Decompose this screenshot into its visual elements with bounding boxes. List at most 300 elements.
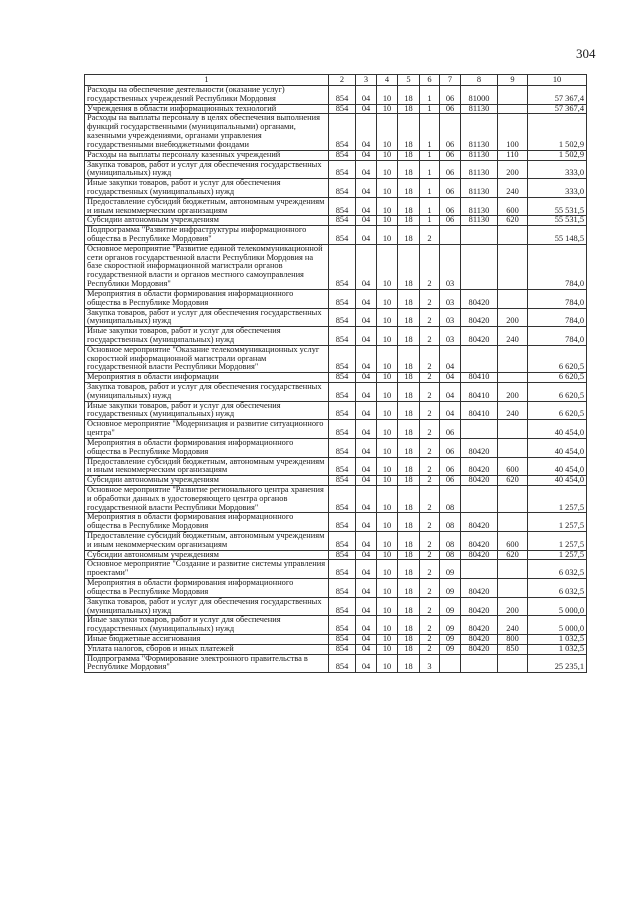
row-expense-type-code	[498, 373, 528, 383]
row-program-code: 18	[398, 654, 420, 673]
row-section-code: 04	[356, 457, 377, 476]
row-subprogram-code: 1	[420, 197, 440, 216]
row-subprogram-code: 1	[420, 179, 440, 198]
row-section-code: 04	[356, 244, 377, 289]
row-direction-code: 81130	[461, 197, 498, 216]
row-description: Иные закупки товаров, работ и услуг для обеспечения государственных (муниципальных) нужд	[85, 179, 329, 198]
row-expense-type-code	[498, 438, 528, 457]
row-section-code: 04	[356, 550, 377, 560]
table-row	[85, 308, 587, 327]
row-subprogram-code: 2	[420, 560, 440, 579]
row-direction-code: 80420	[461, 616, 498, 635]
table-row	[85, 327, 587, 346]
row-direction-code: 80420	[461, 513, 498, 532]
row-event-code: 06	[440, 150, 461, 160]
row-direction-code: 81130	[461, 104, 498, 114]
row-amount: 1 502,9	[528, 150, 587, 160]
row-direction-code	[461, 560, 498, 579]
row-program-code: 18	[398, 616, 420, 635]
row-description: Субсидии автономным учреждениям	[85, 550, 329, 560]
table-row	[85, 383, 587, 402]
row-event-code: 04	[440, 373, 461, 383]
row-description: Подпрограмма "Формирование электронного правительства в Республике Мордовия"	[85, 654, 329, 673]
row-amount: 333,0	[528, 179, 587, 198]
row-subsection-code: 10	[377, 597, 398, 616]
row-description: Мероприятия в области формирования информационного общества в Республике Мордовия	[85, 579, 329, 598]
row-program-code: 18	[398, 644, 420, 654]
row-subsection-code: 10	[377, 457, 398, 476]
row-event-code: 06	[440, 476, 461, 486]
row-subprogram-code: 2	[420, 532, 440, 551]
row-description: Иные закупки товаров, работ и услуг для обеспечения государственных (муниципальных) нужд	[85, 401, 329, 420]
row-amount: 784,0	[528, 327, 587, 346]
row-program-code: 18	[398, 104, 420, 114]
row-program-code: 18	[398, 216, 420, 226]
row-program-code: 18	[398, 150, 420, 160]
row-direction-code: 80420	[461, 579, 498, 598]
row-subprogram-code: 2	[420, 383, 440, 402]
row-ministry-code: 854	[329, 579, 356, 598]
column-header: 7	[440, 75, 461, 86]
row-direction-code	[461, 345, 498, 372]
table-row	[85, 150, 587, 160]
row-section-code: 04	[356, 438, 377, 457]
row-program-code: 18	[398, 597, 420, 616]
table-row	[85, 457, 587, 476]
row-ministry-code: 854	[329, 532, 356, 551]
column-header: 4	[377, 75, 398, 86]
row-direction-code: 80410	[461, 383, 498, 402]
row-program-code: 18	[398, 345, 420, 372]
row-section-code: 04	[356, 114, 377, 150]
row-amount: 1 502,9	[528, 114, 587, 150]
row-ministry-code: 854	[329, 420, 356, 439]
row-program-code: 18	[398, 226, 420, 245]
row-section-code: 04	[356, 373, 377, 383]
row-subsection-code: 10	[377, 179, 398, 198]
row-subprogram-code: 2	[420, 476, 440, 486]
row-event-code: 06	[440, 438, 461, 457]
row-expense-type-code	[498, 226, 528, 245]
row-amount: 6 032,5	[528, 579, 587, 598]
row-direction-code: 80420	[461, 532, 498, 551]
row-description: Расходы на обеспечение деятельности (оказание услуг) государственных учреждений Республики Мордовия	[85, 86, 329, 105]
row-subsection-code: 10	[377, 226, 398, 245]
row-amount: 6 620,5	[528, 383, 587, 402]
row-expense-type-code: 620	[498, 550, 528, 560]
row-subprogram-code: 2	[420, 420, 440, 439]
row-subsection-code: 10	[377, 150, 398, 160]
row-expense-type-code	[498, 345, 528, 372]
row-direction-code: 80410	[461, 373, 498, 383]
table-row	[85, 644, 587, 654]
row-program-code: 18	[398, 308, 420, 327]
row-event-code: 03	[440, 244, 461, 289]
row-subprogram-code: 1	[420, 216, 440, 226]
row-expense-type-code: 200	[498, 597, 528, 616]
row-expense-type-code	[498, 86, 528, 105]
row-subsection-code: 10	[377, 616, 398, 635]
row-description: Расходы на выплаты персоналу казенных учреждений	[85, 150, 329, 160]
row-expense-type-code: 240	[498, 327, 528, 346]
row-description: Иные закупки товаров, работ и услуг для обеспечения государственных (муниципальных) нужд	[85, 616, 329, 635]
row-direction-code	[461, 485, 498, 512]
row-event-code: 08	[440, 532, 461, 551]
row-event-code: 04	[440, 401, 461, 420]
row-description: Учреждения в области информационных технологий	[85, 104, 329, 114]
row-direction-code: 80420	[461, 327, 498, 346]
row-subsection-code: 10	[377, 197, 398, 216]
row-expense-type-code: 620	[498, 216, 528, 226]
row-description: Субсидии автономным учреждениям	[85, 476, 329, 486]
row-subsection-code: 10	[377, 560, 398, 579]
row-event-code: 08	[440, 513, 461, 532]
row-expense-type-code: 600	[498, 457, 528, 476]
row-program-code: 18	[398, 438, 420, 457]
row-subprogram-code: 2	[420, 244, 440, 289]
row-description: Закупка товаров, работ и услуг для обеспечения государственных (муниципальных) нужд	[85, 308, 329, 327]
row-description: Мероприятия в области информации	[85, 373, 329, 383]
row-amount: 25 235,1	[528, 654, 587, 673]
row-section-code: 04	[356, 216, 377, 226]
row-ministry-code: 854	[329, 160, 356, 179]
row-amount: 1 257,5	[528, 532, 587, 551]
row-direction-code: 81130	[461, 216, 498, 226]
row-subprogram-code: 2	[420, 513, 440, 532]
row-description: Основное мероприятие "Оказание телекоммуникационных услуг скоростной информационной магистрали органам государственной власти Республики Мордовия"	[85, 345, 329, 372]
budget-table	[84, 74, 587, 673]
row-description: Закупка товаров, работ и услуг для обеспечения государственных (муниципальных) нужд	[85, 160, 329, 179]
row-subprogram-code: 2	[420, 597, 440, 616]
row-section-code: 04	[356, 485, 377, 512]
row-subsection-code: 10	[377, 114, 398, 150]
row-direction-code	[461, 654, 498, 673]
row-subsection-code: 10	[377, 438, 398, 457]
row-expense-type-code	[498, 579, 528, 598]
row-description: Расходы на выплаты персоналу в целях обеспечения выполнения функций государственными (муниципальными) органами, казенными учреждениями, органами управления государственными внебюджетными фондами	[85, 114, 329, 150]
row-subprogram-code: 2	[420, 327, 440, 346]
row-event-code: 06	[440, 114, 461, 150]
row-event-code: 06	[440, 160, 461, 179]
row-expense-type-code	[498, 244, 528, 289]
row-section-code: 04	[356, 597, 377, 616]
table-row	[85, 401, 587, 420]
row-section-code: 04	[356, 634, 377, 644]
row-amount: 333,0	[528, 160, 587, 179]
table-row	[85, 597, 587, 616]
row-program-code: 18	[398, 383, 420, 402]
row-subsection-code: 10	[377, 644, 398, 654]
row-expense-type-code: 240	[498, 179, 528, 198]
row-direction-code: 81130	[461, 179, 498, 198]
row-subsection-code: 10	[377, 327, 398, 346]
column-header: 2	[329, 75, 356, 86]
row-description: Закупка товаров, работ и услуг для обеспечения государственных (муниципальных) нужд	[85, 383, 329, 402]
row-subprogram-code: 2	[420, 401, 440, 420]
row-amount: 5 000,0	[528, 597, 587, 616]
row-direction-code: 80420	[461, 289, 498, 308]
row-subsection-code: 10	[377, 513, 398, 532]
row-direction-code: 81000	[461, 86, 498, 105]
row-section-code: 04	[356, 104, 377, 114]
row-description: Основное мероприятие "Создание и развитие системы управления проектами"	[85, 560, 329, 579]
row-subsection-code: 10	[377, 308, 398, 327]
row-amount: 6 032,5	[528, 560, 587, 579]
row-ministry-code: 854	[329, 513, 356, 532]
row-program-code: 18	[398, 457, 420, 476]
row-subprogram-code: 2	[420, 308, 440, 327]
row-section-code: 04	[356, 150, 377, 160]
row-amount: 5 000,0	[528, 616, 587, 635]
row-expense-type-code: 240	[498, 401, 528, 420]
row-section-code: 04	[356, 383, 377, 402]
row-event-code: 06	[440, 216, 461, 226]
table-row	[85, 114, 587, 150]
row-section-code: 04	[356, 86, 377, 105]
table-row	[85, 160, 587, 179]
row-subsection-code: 10	[377, 476, 398, 486]
row-event-code	[440, 226, 461, 245]
row-direction-code: 80420	[461, 457, 498, 476]
row-description: Подпрограмма "Развитие инфраструктуры информационного общества в Республике Мордовия"	[85, 226, 329, 245]
table-row	[85, 86, 587, 105]
row-program-code: 18	[398, 244, 420, 289]
row-program-code: 18	[398, 513, 420, 532]
row-subsection-code: 10	[377, 654, 398, 673]
row-ministry-code: 854	[329, 104, 356, 114]
row-amount: 1 257,5	[528, 513, 587, 532]
table-row	[85, 579, 587, 598]
row-program-code: 18	[398, 550, 420, 560]
row-section-code: 04	[356, 401, 377, 420]
row-subsection-code: 10	[377, 579, 398, 598]
row-direction-code: 80420	[461, 644, 498, 654]
row-ministry-code: 854	[329, 308, 356, 327]
row-subprogram-code: 1	[420, 86, 440, 105]
row-program-code: 18	[398, 197, 420, 216]
row-description: Мероприятия в области формирования информационного общества в Республике Мордовия	[85, 289, 329, 308]
row-event-code: 09	[440, 616, 461, 635]
row-expense-type-code: 200	[498, 160, 528, 179]
row-program-code: 18	[398, 373, 420, 383]
row-subsection-code: 10	[377, 86, 398, 105]
row-subprogram-code: 2	[420, 550, 440, 560]
row-ministry-code: 854	[329, 345, 356, 372]
row-expense-type-code: 110	[498, 150, 528, 160]
row-direction-code: 80410	[461, 401, 498, 420]
row-event-code: 06	[440, 197, 461, 216]
row-subsection-code: 10	[377, 373, 398, 383]
row-event-code: 09	[440, 560, 461, 579]
row-expense-type-code	[498, 420, 528, 439]
row-ministry-code: 854	[329, 150, 356, 160]
row-subprogram-code: 2	[420, 644, 440, 654]
row-expense-type-code: 600	[498, 197, 528, 216]
row-program-code: 18	[398, 179, 420, 198]
column-header: 9	[498, 75, 528, 86]
row-expense-type-code: 850	[498, 644, 528, 654]
row-subprogram-code: 1	[420, 104, 440, 114]
row-subsection-code: 10	[377, 345, 398, 372]
row-program-code: 18	[398, 160, 420, 179]
row-expense-type-code: 620	[498, 476, 528, 486]
row-subprogram-code: 1	[420, 114, 440, 150]
row-subprogram-code: 2	[420, 485, 440, 512]
row-expense-type-code: 800	[498, 634, 528, 644]
row-expense-type-code	[498, 513, 528, 532]
row-description: Субсидии автономным учреждениям	[85, 216, 329, 226]
row-description: Закупка товаров, работ и услуг для обеспечения государственных (муниципальных) нужд	[85, 597, 329, 616]
row-expense-type-code: 600	[498, 532, 528, 551]
column-header: 5	[398, 75, 420, 86]
row-program-code: 18	[398, 327, 420, 346]
row-description: Предоставление субсидий бюджетным, автономным учреждениям и иным некоммерческим организациям	[85, 532, 329, 551]
table-row	[85, 485, 587, 512]
row-amount: 40 454,0	[528, 476, 587, 486]
row-section-code: 04	[356, 179, 377, 198]
table-row	[85, 654, 587, 673]
row-subsection-code: 10	[377, 634, 398, 644]
row-amount: 6 620,5	[528, 401, 587, 420]
row-ministry-code: 854	[329, 597, 356, 616]
row-amount: 55 531,5	[528, 197, 587, 216]
row-event-code: 06	[440, 457, 461, 476]
row-description: Мероприятия в области формирования информационного общества в Республике Мордовия	[85, 438, 329, 457]
row-ministry-code: 854	[329, 485, 356, 512]
row-expense-type-code	[498, 104, 528, 114]
row-section-code: 04	[356, 476, 377, 486]
row-subsection-code: 10	[377, 216, 398, 226]
row-subsection-code: 10	[377, 550, 398, 560]
row-program-code: 18	[398, 289, 420, 308]
row-amount: 1 257,5	[528, 485, 587, 512]
row-program-code: 18	[398, 560, 420, 579]
page-number: 304	[576, 46, 596, 61]
row-subprogram-code: 1	[420, 150, 440, 160]
column-header: 1	[85, 75, 329, 86]
row-ministry-code: 854	[329, 327, 356, 346]
row-event-code: 03	[440, 327, 461, 346]
row-program-code: 18	[398, 420, 420, 439]
row-expense-type-code: 100	[498, 114, 528, 150]
row-amount: 784,0	[528, 289, 587, 308]
row-subprogram-code: 2	[420, 345, 440, 372]
row-subsection-code: 10	[377, 104, 398, 114]
row-event-code: 06	[440, 86, 461, 105]
row-event-code: 04	[440, 345, 461, 372]
row-subsection-code: 10	[377, 485, 398, 512]
table-row	[85, 226, 587, 245]
row-ministry-code: 854	[329, 644, 356, 654]
row-expense-type-code	[498, 560, 528, 579]
row-expense-type-code: 240	[498, 616, 528, 635]
row-subprogram-code: 2	[420, 373, 440, 383]
row-ministry-code: 854	[329, 457, 356, 476]
table-row	[85, 244, 587, 289]
row-description: Предоставление субсидий бюджетным, автономным учреждениям и иным некоммерческим организациям	[85, 457, 329, 476]
row-description: Основное мероприятие "Развитие единой телекоммуникационной сети органов государственной власти Республики Мордовия на базе скоростной информационной магистрали органов государственной власти и органов местного самоуправления Республики Мордовия"	[85, 244, 329, 289]
row-subprogram-code: 2	[420, 634, 440, 644]
row-section-code: 04	[356, 197, 377, 216]
row-event-code: 08	[440, 550, 461, 560]
table-row	[85, 289, 587, 308]
row-event-code	[440, 654, 461, 673]
row-ministry-code: 854	[329, 560, 356, 579]
row-direction-code: 80420	[461, 634, 498, 644]
row-direction-code: 81130	[461, 160, 498, 179]
row-event-code: 09	[440, 579, 461, 598]
table-row	[85, 420, 587, 439]
row-amount: 784,0	[528, 244, 587, 289]
table-body	[85, 86, 587, 673]
row-ministry-code: 854	[329, 114, 356, 150]
row-subprogram-code: 2	[420, 616, 440, 635]
row-event-code: 09	[440, 634, 461, 644]
row-direction-code: 81130	[461, 114, 498, 150]
row-event-code: 09	[440, 644, 461, 654]
table-row	[85, 345, 587, 372]
row-direction-code: 80420	[461, 438, 498, 457]
row-subprogram-code: 2	[420, 226, 440, 245]
row-event-code: 03	[440, 289, 461, 308]
row-ministry-code: 854	[329, 634, 356, 644]
row-expense-type-code	[498, 289, 528, 308]
row-description: Иные бюджетные ассигнования	[85, 634, 329, 644]
row-section-code: 04	[356, 513, 377, 532]
row-direction-code	[461, 226, 498, 245]
row-subsection-code: 10	[377, 532, 398, 551]
row-amount: 1 032,5	[528, 634, 587, 644]
row-ministry-code: 854	[329, 373, 356, 383]
row-program-code: 18	[398, 579, 420, 598]
row-amount: 6 620,5	[528, 345, 587, 372]
row-section-code: 04	[356, 644, 377, 654]
row-ministry-code: 854	[329, 216, 356, 226]
table-row	[85, 179, 587, 198]
row-subsection-code: 10	[377, 160, 398, 179]
row-ministry-code: 854	[329, 179, 356, 198]
row-amount: 55 148,5	[528, 226, 587, 245]
row-amount: 55 531,5	[528, 216, 587, 226]
row-direction-code: 80420	[461, 476, 498, 486]
row-program-code: 18	[398, 476, 420, 486]
row-amount: 57 367,4	[528, 86, 587, 105]
table-row	[85, 532, 587, 551]
row-description: Мероприятия в области формирования информационного общества в Республике Мордовия	[85, 513, 329, 532]
row-ministry-code: 854	[329, 226, 356, 245]
table-row	[85, 616, 587, 635]
table-row	[85, 197, 587, 216]
row-section-code: 04	[356, 327, 377, 346]
row-ministry-code: 854	[329, 244, 356, 289]
row-section-code: 04	[356, 532, 377, 551]
row-ministry-code: 854	[329, 289, 356, 308]
row-subsection-code: 10	[377, 420, 398, 439]
row-ministry-code: 854	[329, 401, 356, 420]
column-header: 10	[528, 75, 587, 86]
row-ministry-code: 854	[329, 654, 356, 673]
row-section-code: 04	[356, 420, 377, 439]
row-amount: 784,0	[528, 308, 587, 327]
row-subprogram-code: 2	[420, 438, 440, 457]
row-ministry-code: 854	[329, 616, 356, 635]
row-subprogram-code: 1	[420, 160, 440, 179]
row-description: Иные закупки товаров, работ и услуг для обеспечения государственных (муниципальных) нужд	[85, 327, 329, 346]
row-subsection-code: 10	[377, 383, 398, 402]
row-direction-code: 80420	[461, 308, 498, 327]
column-header: 6	[420, 75, 440, 86]
row-program-code: 18	[398, 485, 420, 512]
